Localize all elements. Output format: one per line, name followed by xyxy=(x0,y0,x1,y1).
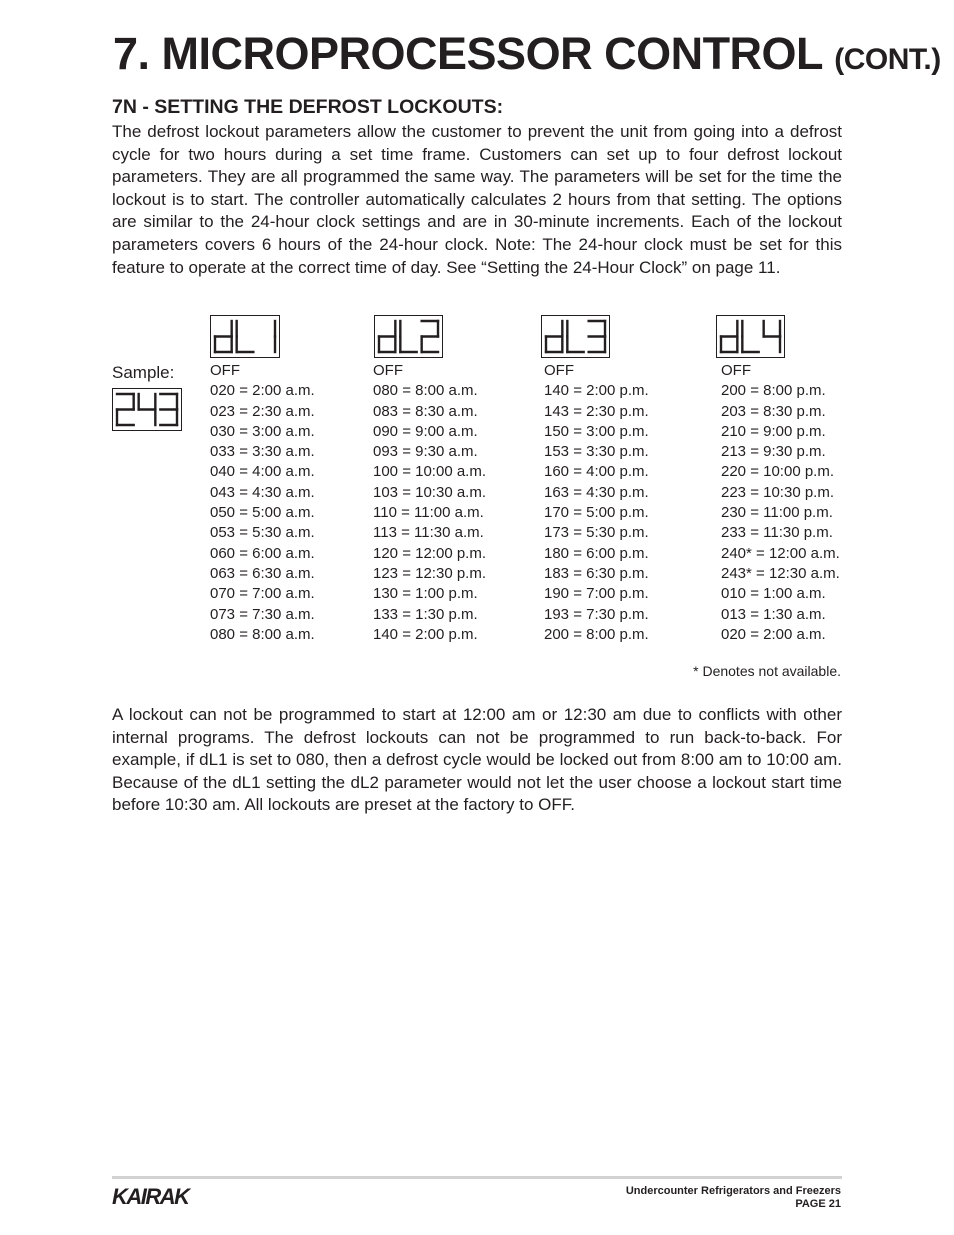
lockout-option: 113 = 11:30 a.m. xyxy=(373,524,484,542)
kairak-logo xyxy=(112,1184,194,1208)
lockout-option: 200 = 8:00 p.m. xyxy=(544,625,649,643)
closing-paragraph: A lockout can not be programmed to start at 12:00 am or 12:30 am due to conflicts with other internal programs. The defrost lockouts can not be programmed to run back-to-back. For example, if dL1 is set to 080, then a defrost cycle would be locked out from 8:00 am to 10:00 am. Because of the dL1 setting the dL2 parameter would not let the user choose a lockout start time before 10:30 am. All lockouts are preset at the factory to OFF. xyxy=(112,705,842,815)
lcd-display-dl4 xyxy=(716,315,785,358)
lockout-option: 240* = 12:00 a.m. xyxy=(721,544,840,562)
lockout-column-dl2 xyxy=(373,361,486,645)
lockout-option: 093 = 9:30 a.m. xyxy=(373,443,478,461)
lockout-option: 210 = 9:00 p.m. xyxy=(721,422,826,440)
lockout-option: 143 = 2:30 p.m. xyxy=(544,402,649,420)
sample-label: Sample: xyxy=(112,363,175,382)
page-title xyxy=(113,26,941,88)
page-number: PAGE 21 xyxy=(795,1198,841,1210)
lockout-option: 200 = 8:00 p.m. xyxy=(721,382,826,400)
lockout-option: 160 = 4:00 p.m. xyxy=(544,463,649,481)
lockout-option: 060 = 6:00 a.m. xyxy=(210,544,315,562)
lockout-option: 030 = 3:00 a.m. xyxy=(210,422,315,440)
lockout-option: 010 = 1:00 a.m. xyxy=(721,585,826,603)
page-title-cont: (CONT.) xyxy=(834,43,941,76)
lockout-option: 043 = 4:30 a.m. xyxy=(210,483,315,501)
lockout-option: OFF xyxy=(373,362,403,379)
lockout-option: 070 = 7:00 a.m. xyxy=(210,585,315,603)
lockout-option: 230 = 11:00 p.m. xyxy=(721,504,833,522)
lcd-display-sample xyxy=(112,388,182,431)
lockout-option: 203 = 8:30 p.m. xyxy=(721,402,826,420)
lockout-option: 110 = 11:00 a.m. xyxy=(373,504,484,522)
lockout-option: 023 = 2:30 a.m. xyxy=(210,402,315,420)
lockout-option: OFF xyxy=(210,362,240,379)
lockout-option: 063 = 6:30 a.m. xyxy=(210,564,315,582)
lcd-display-dl3 xyxy=(541,315,610,358)
lockout-column-dl1 xyxy=(210,361,315,645)
lockout-option: 033 = 3:30 a.m. xyxy=(210,443,315,461)
lockout-option: 220 = 10:00 p.m. xyxy=(721,463,834,481)
lockout-option: 130 = 1:00 p.m. xyxy=(373,585,478,603)
lockout-option: 040 = 4:00 a.m. xyxy=(210,463,315,481)
lockout-option: 123 = 12:30 p.m. xyxy=(373,564,486,582)
lcd-digits xyxy=(717,316,784,357)
lockout-option: 133 = 1:30 p.m. xyxy=(373,605,478,623)
footnote: * Denotes not available. xyxy=(693,663,841,679)
kairak-logo-text: KAIRAK xyxy=(112,1184,189,1208)
lockout-option: OFF xyxy=(544,362,574,379)
footer-text xyxy=(626,1185,841,1211)
lockout-option: 213 = 9:30 p.m. xyxy=(721,443,826,461)
lockout-column-dl4 xyxy=(721,361,840,645)
lockout-option: 020 = 2:00 a.m. xyxy=(210,382,315,400)
lcd-digits xyxy=(113,389,181,430)
lcd-digits xyxy=(211,316,279,357)
lockout-column-dl3 xyxy=(544,361,649,645)
lockout-option: 193 = 7:30 p.m. xyxy=(544,605,649,623)
lcd-display-dl2 xyxy=(374,315,443,358)
lockout-option: 020 = 2:00 a.m. xyxy=(721,625,826,643)
lockout-option: 153 = 3:30 p.m. xyxy=(544,443,649,461)
lockout-option: 183 = 6:30 p.m. xyxy=(544,564,649,582)
lockout-option: 013 = 1:30 a.m. xyxy=(721,605,826,623)
lockout-option: 223 = 10:30 p.m. xyxy=(721,483,834,501)
lockout-option: 050 = 5:00 a.m. xyxy=(210,504,315,522)
footer-product-line: Undercounter Refrigerators and Freezers xyxy=(625,1185,841,1197)
lockout-option: 120 = 12:00 p.m. xyxy=(373,544,486,562)
lockout-option: 140 = 2:00 p.m. xyxy=(373,625,478,643)
lockout-option: 150 = 3:00 p.m. xyxy=(544,422,649,440)
lockout-option: 103 = 10:30 a.m. xyxy=(373,483,486,501)
lockout-option: 083 = 8:30 a.m. xyxy=(373,402,478,420)
lockout-option: 170 = 5:00 p.m. xyxy=(544,504,649,522)
lockout-option: 073 = 7:30 a.m. xyxy=(210,605,315,623)
lcd-display-dl1 xyxy=(210,315,280,358)
lockout-option: 090 = 9:00 a.m. xyxy=(373,422,478,440)
page-title-main: 7. MICROPROCESSOR CONTROL xyxy=(113,28,823,79)
lockout-option: 080 = 8:00 a.m. xyxy=(373,382,478,400)
lockout-option: 100 = 10:00 a.m. xyxy=(373,463,486,481)
lockout-option: OFF xyxy=(721,362,751,379)
lcd-digits xyxy=(542,316,609,357)
lockout-option: 180 = 6:00 p.m. xyxy=(544,544,649,562)
lockout-option: 173 = 5:30 p.m. xyxy=(544,524,649,542)
lockout-option: 243* = 12:30 a.m. xyxy=(721,564,840,582)
lockout-option: 053 = 5:30 a.m. xyxy=(210,524,315,542)
lockout-option: 140 = 2:00 p.m. xyxy=(544,382,649,400)
lockout-option: 080 = 8:00 a.m. xyxy=(210,625,315,643)
lockout-option: 163 = 4:30 p.m. xyxy=(544,483,649,501)
lockout-option: 190 = 7:00 p.m. xyxy=(544,585,649,603)
lockout-option: 233 = 11:30 p.m. xyxy=(721,524,833,542)
section-heading: 7N - SETTING THE DEFROST LOCKOUTS: xyxy=(112,96,504,118)
intro-paragraph: The defrost lockout parameters allow the customer to prevent the unit from going into a defrost cycle for two hours during a set time frame. Customers can set up to four defrost lockout parameters. They are all programmed the same way. The parameters will be set for the time the lockout is to start. The controller automatically calculates 2 hours from that setting. The options are similar to the 24-hour clock settings and are in 30-minute increments. Each of the lockout parameters covers 6 hours of the 24-hour clock. Note: The 24-hour clock must be set for this feature to operate at the correct time of day. See “Setting the 24-Hour Clock” on page 11. xyxy=(112,122,842,277)
footer-divider xyxy=(112,1176,842,1179)
lcd-digits xyxy=(375,316,442,357)
